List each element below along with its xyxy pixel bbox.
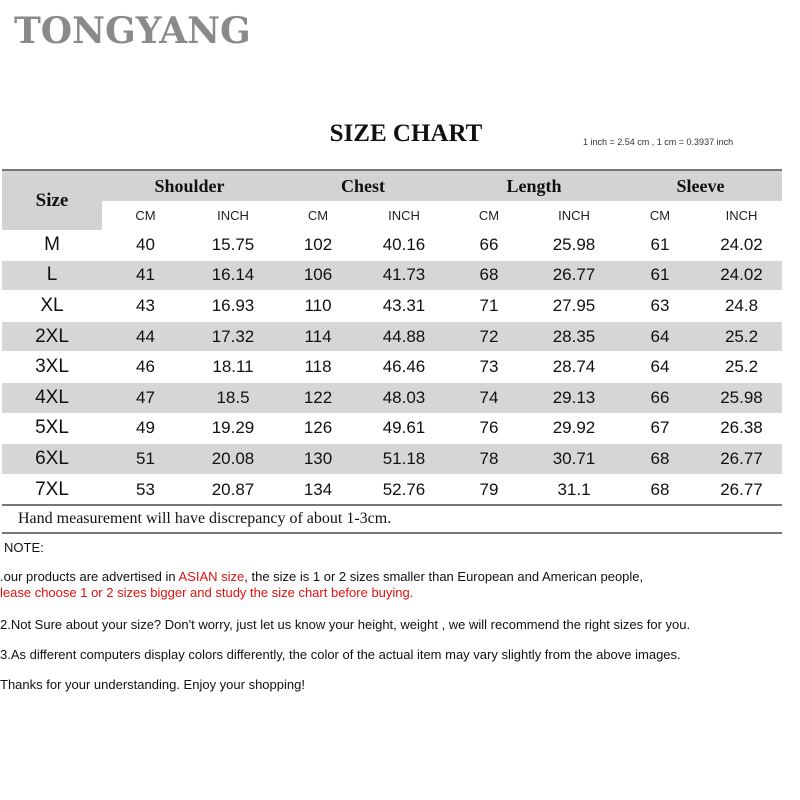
unit-header-cm: CM — [619, 201, 701, 230]
value-cell: 26.77 — [701, 444, 782, 475]
size-cell: L — [2, 260, 102, 291]
note-1-prefix: .our products are advertised in — [0, 569, 179, 584]
value-cell: 43.31 — [359, 291, 449, 322]
unit-header-inch: INCH — [701, 201, 782, 230]
value-cell: 134 — [277, 474, 359, 505]
value-cell: 46 — [102, 352, 189, 383]
value-cell: 46.46 — [359, 352, 449, 383]
note-1-line-2: lease choose 1 or 2 sizes bigger and study the size chart before buying. — [0, 585, 414, 600]
value-cell: 17.32 — [189, 321, 277, 352]
unit-header-inch: INCH — [359, 201, 449, 230]
value-cell: 20.08 — [189, 444, 277, 475]
table-row — [2, 474, 782, 505]
table-row — [2, 352, 782, 383]
value-cell: 76 — [449, 413, 529, 444]
value-cell: 44 — [102, 321, 189, 352]
size-cell: XL — [2, 291, 102, 322]
value-cell: 26.38 — [701, 413, 782, 444]
value-cell: 29.92 — [529, 413, 619, 444]
value-cell: 64 — [619, 321, 701, 352]
value-cell: 30.71 — [529, 444, 619, 475]
value-cell: 29.13 — [529, 382, 619, 413]
value-cell: 25.2 — [701, 352, 782, 383]
notes-heading: NOTE: — [4, 540, 44, 555]
value-cell: 43 — [102, 291, 189, 322]
value-cell: 24.8 — [701, 291, 782, 322]
value-cell: 24.02 — [701, 230, 782, 260]
table-row — [2, 291, 782, 322]
size-cell: 3XL — [2, 352, 102, 383]
size-cell: 4XL — [2, 382, 102, 413]
value-cell: 64 — [619, 352, 701, 383]
unit-header-inch: INCH — [189, 201, 277, 230]
value-cell: 18.5 — [189, 382, 277, 413]
size-chart-table — [2, 169, 782, 534]
unit-header-cm: CM — [277, 201, 359, 230]
size-chart-body — [2, 230, 782, 505]
size-cell: M — [2, 230, 102, 260]
value-cell: 53 — [102, 474, 189, 505]
value-cell: 40 — [102, 230, 189, 260]
value-cell: 118 — [277, 352, 359, 383]
value-cell: 110 — [277, 291, 359, 322]
note-1-highlight: ASIAN size — [178, 569, 245, 584]
value-cell: 51 — [102, 444, 189, 475]
value-cell: 25.98 — [701, 382, 782, 413]
table-row — [2, 230, 782, 260]
group-header-chest: Chest — [277, 170, 449, 201]
value-cell: 31.1 — [529, 474, 619, 505]
value-cell: 44.88 — [359, 321, 449, 352]
table-row — [2, 321, 782, 352]
value-cell: 68 — [449, 260, 529, 291]
value-cell: 20.87 — [189, 474, 277, 505]
value-cell: 49.61 — [359, 413, 449, 444]
value-cell: 66 — [449, 230, 529, 260]
value-cell: 28.74 — [529, 352, 619, 383]
value-cell: 61 — [619, 260, 701, 291]
value-cell: 48.03 — [359, 382, 449, 413]
value-cell: 41.73 — [359, 260, 449, 291]
unit-header-cm: CM — [449, 201, 529, 230]
value-cell: 47 — [102, 382, 189, 413]
value-cell: 79 — [449, 474, 529, 505]
size-cell: 6XL — [2, 444, 102, 475]
value-cell: 78 — [449, 444, 529, 475]
group-header-length: Length — [449, 170, 619, 201]
size-cell: 2XL — [2, 321, 102, 352]
value-cell: 68 — [619, 444, 701, 475]
value-cell: 106 — [277, 260, 359, 291]
value-cell: 25.2 — [701, 321, 782, 352]
value-cell: 15.75 — [189, 230, 277, 260]
note-1 — [0, 569, 643, 584]
value-cell: 49 — [102, 413, 189, 444]
value-cell: 19.29 — [189, 413, 277, 444]
value-cell: 114 — [277, 321, 359, 352]
value-cell: 41 — [102, 260, 189, 291]
unit-conversion: 1 inch = 2.54 cm , 1 cm = 0.3937 inch — [583, 137, 734, 147]
value-cell: 72 — [449, 321, 529, 352]
table-row — [2, 382, 782, 413]
note-3: 3.As different computers display colors differently, the color of the actual item may vary slightly from the above images. — [0, 647, 681, 662]
value-cell: 68 — [619, 474, 701, 505]
value-cell: 28.35 — [529, 321, 619, 352]
unit-header-cm: CM — [102, 201, 189, 230]
value-cell: 16.93 — [189, 291, 277, 322]
note-1-suffix: , the size is 1 or 2 sizes smaller than European and American people, — [244, 569, 644, 584]
size-cell: 5XL — [2, 413, 102, 444]
value-cell: 18.11 — [189, 352, 277, 383]
value-cell: 24.02 — [701, 260, 782, 291]
value-cell: 66 — [619, 382, 701, 413]
value-cell: 27.95 — [529, 291, 619, 322]
value-cell: 40.16 — [359, 230, 449, 260]
value-cell: 102 — [277, 230, 359, 260]
size-header: Size — [2, 170, 102, 230]
value-cell: 74 — [449, 382, 529, 413]
table-row — [2, 444, 782, 475]
measurement-footnote: Hand measurement will have discrepancy of about 1-3cm. — [2, 505, 782, 533]
value-cell: 61 — [619, 230, 701, 260]
value-cell: 67 — [619, 413, 701, 444]
table-row — [2, 260, 782, 291]
value-cell: 16.14 — [189, 260, 277, 291]
value-cell: 130 — [277, 444, 359, 475]
value-cell: 52.76 — [359, 474, 449, 505]
note-2: 2.Not Sure about your size? Don't worry, just let us know your height, weight , we will recommend the right sizes for you. — [0, 617, 691, 632]
group-header-sleeve: Sleeve — [619, 170, 782, 201]
brand-logo: TONGYANG — [14, 10, 251, 52]
group-header-shoulder: Shoulder — [102, 170, 277, 201]
page-title: SIZE CHART — [329, 120, 483, 147]
value-cell: 73 — [449, 352, 529, 383]
unit-header-inch: INCH — [529, 201, 619, 230]
value-cell: 26.77 — [701, 474, 782, 505]
value-cell: 122 — [277, 382, 359, 413]
note-4: Thanks for your understanding. Enjoy your shopping! — [0, 677, 305, 692]
value-cell: 26.77 — [529, 260, 619, 291]
value-cell: 25.98 — [529, 230, 619, 260]
value-cell: 126 — [277, 413, 359, 444]
table-row — [2, 413, 782, 444]
value-cell: 71 — [449, 291, 529, 322]
size-cell: 7XL — [2, 474, 102, 505]
value-cell: 51.18 — [359, 444, 449, 475]
value-cell: 63 — [619, 291, 701, 322]
